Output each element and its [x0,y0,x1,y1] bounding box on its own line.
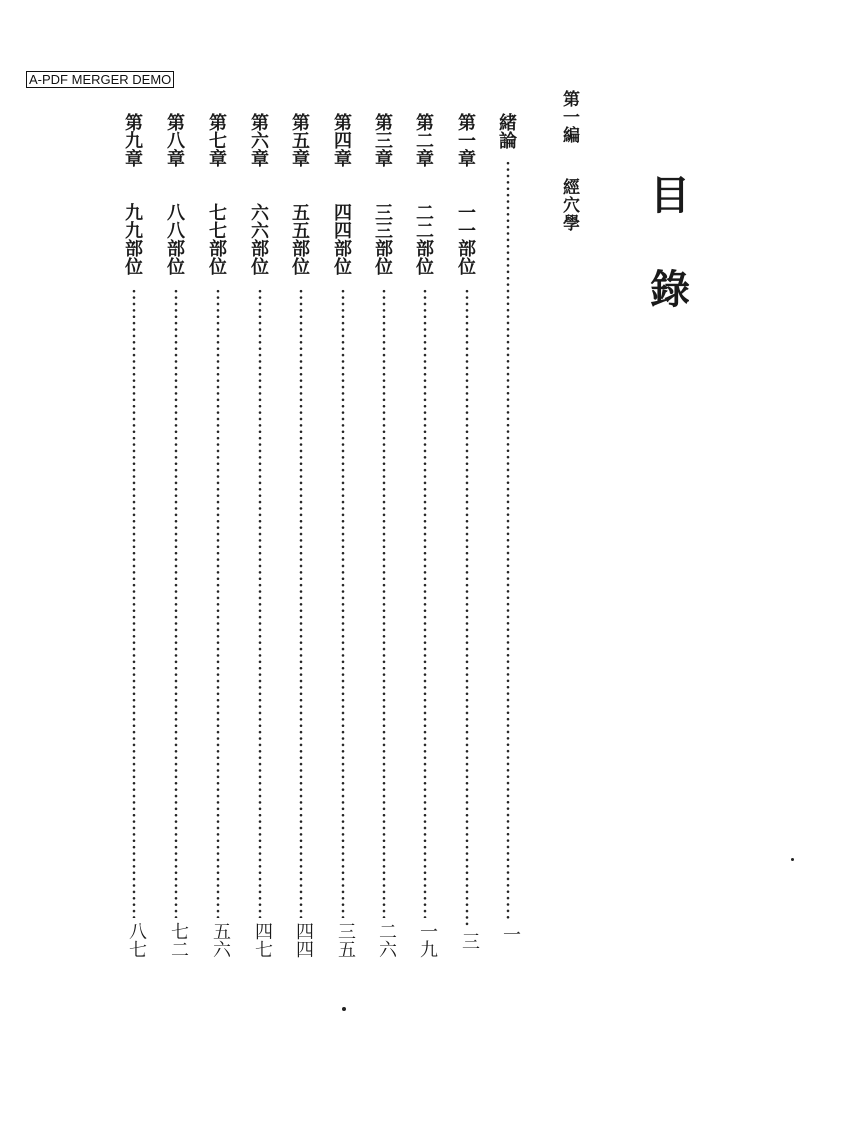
entry-chapter-label: 第七章 [206,113,227,167]
leader-dots [216,288,220,918]
entry-title: 七七部位 [206,203,227,275]
leader-dots [299,288,303,918]
leader-dots [258,288,262,918]
page-title-char-1: 目 [650,172,690,219]
entry-chapter-label: 第一章 [455,113,476,167]
leader-dots [132,288,136,918]
scan-speck [342,1007,346,1011]
entry-chapter-label: 第五章 [289,113,310,167]
entry-page-number: 四四 [293,922,314,958]
entry-chapter-label: 第二章 [413,113,434,167]
entry-chapter-label: 第八章 [164,113,185,167]
entry-page-number: 三 [459,932,480,950]
leader-dots [506,160,510,920]
entry-title: 八八部位 [164,203,185,275]
entry-page-number: 五六 [210,922,231,958]
entry-chapter-label: 緒論 [496,113,517,149]
entry-chapter-label: 第九章 [122,113,143,167]
entry-title: 四四部位 [331,203,352,275]
entry-page-number: 八七 [126,922,147,958]
entry-title: 三三部位 [372,203,393,275]
entry-title: 六六部位 [248,203,269,275]
entry-page-number: 一九 [417,922,438,958]
scan-speck [791,858,794,861]
entry-chapter-label: 第四章 [331,113,352,167]
page-title-char-2: 錄 [650,266,690,313]
leader-dots [423,288,427,918]
leader-dots [174,288,178,918]
entry-page-number: 二六 [376,922,397,958]
entry-title: 九九部位 [122,203,143,275]
entry-title: 一一部位 [455,203,476,275]
entry-chapter-label: 第三章 [372,113,393,167]
entry-chapter-label: 第六章 [248,113,269,167]
entry-title: 二二部位 [413,203,434,275]
entry-page-number: 四七 [252,922,273,958]
entry-page-number: 七二 [168,922,189,958]
entry-page-number: 三五 [335,922,356,958]
leader-dots [465,288,469,928]
part-label: 第一編 [559,90,579,144]
leader-dots [341,288,345,918]
part-name: 經穴學 [559,178,579,232]
watermark-label: A-PDF MERGER DEMO [26,71,174,88]
entry-title: 五五部位 [289,203,310,275]
leader-dots [382,288,386,918]
entry-page-number: 一 [500,925,521,943]
